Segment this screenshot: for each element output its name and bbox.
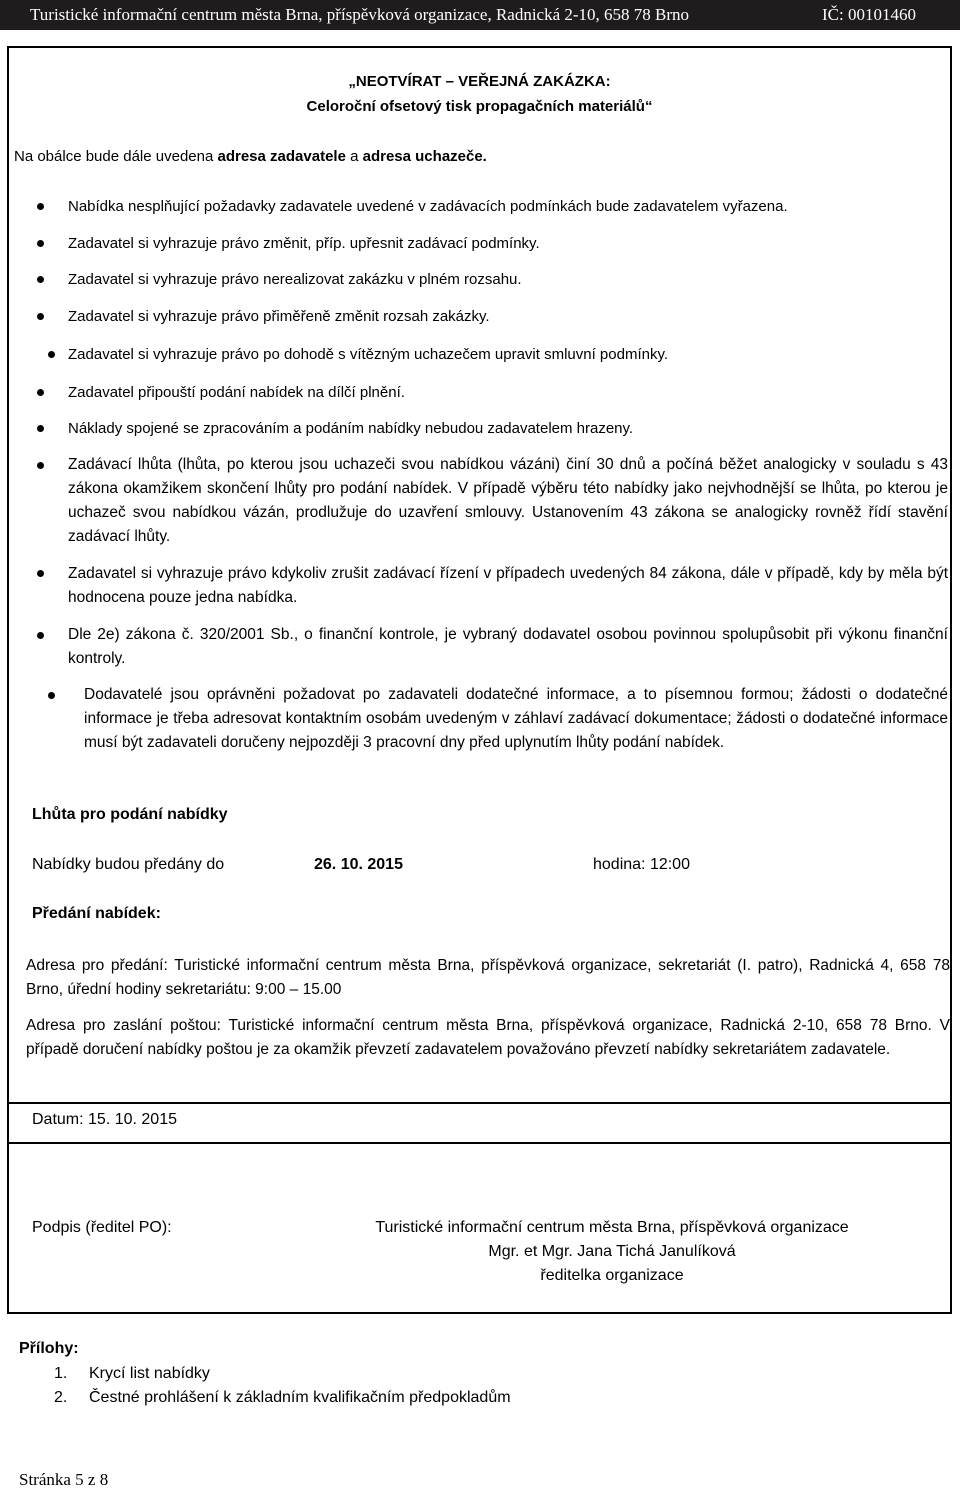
header-organization: Turistické informační centrum města Brna, příspěvková organizace, Radnická 2-10, 658 78 Brno xyxy=(30,5,690,24)
signature-name: Mgr. et Mgr. Jana Tichá Janulíková xyxy=(488,1243,736,1260)
list-item: Zadavatel si vyhrazuje právo přiměřeně změnit rozsah zakázky. xyxy=(68,308,490,325)
header-ic: IČ: 00101460 xyxy=(822,5,916,24)
list-item: Zadavatel si vyhrazuje právo po dohodě s vítězným uchazečem upravit smluvní podmínky. xyxy=(68,346,669,363)
handover-address: Adresa pro předání: Turistické informační centrum města Brna, příspěvková organizace, sekretariát (I. patro), Radnická 4, 658 78 Brno, úřední hodiny sekretariátu: 9:00 – 15.00 xyxy=(26,957,950,998)
attachment-item: Čestné prohlášení k základním kvalifikačním předpokladům xyxy=(89,1389,511,1406)
list-item: Zadavatel si vyhrazuje právo kdykoliv zrušit zadávací řízení v případech uvedených 84 zákona, dále v případě, kdy by měla být hodnocena pouze jedna nabídka. xyxy=(68,565,948,606)
list-item: Dodavatelé jsou oprávněni požadovat po zadavateli dodatečné informace, a to písemnou formou; žádosti o dodatečné informace je třeba adresovat kontaktním osobám uvedeným v záhlaví zadávací dokumentace; žádosti o dodatečné informace musí být zadavateli doručeny nejpozději 3 pracovní dny před uplynutím lhůty podání nabídek. xyxy=(84,686,948,751)
date-divider xyxy=(7,1142,952,1144)
signature-label: Podpis (ředitel PO): xyxy=(32,1219,172,1236)
bullet-dot xyxy=(37,570,44,577)
bullet-dot xyxy=(37,632,44,639)
list-item: Zadavatel si vyhrazuje právo změnit, příp. upřesnit zadávací podmínky. xyxy=(68,235,540,252)
issue-date: Datum: 15. 10. 2015 xyxy=(32,1111,177,1128)
bullet-dot xyxy=(37,425,44,432)
deadline-hour: hodina: 12:00 xyxy=(593,856,690,873)
envelope-line-1: „NEOTVÍRAT – VEŘEJNÁ ZAKÁZKA: xyxy=(348,73,611,90)
list-item: Zadavatel si vyhrazuje právo nerealizovat zakázku v plném rozsahu. xyxy=(68,271,522,288)
bullet-dot xyxy=(37,313,44,320)
bullet-dot xyxy=(37,240,44,247)
page-header xyxy=(0,0,960,30)
list-item: Náklady spojené se zpracováním a podáním nabídky nebudou zadavatelem hrazeny. xyxy=(68,420,634,437)
signature-role: ředitelka organizace xyxy=(540,1267,684,1284)
signature-organization: Turistické informační centrum města Brna, příspěvková organizace xyxy=(375,1219,849,1236)
list-item-number: 2. xyxy=(54,1389,68,1406)
attachments-heading: Přílohy: xyxy=(19,1340,79,1357)
list-item: Zadavatel připouští podání nabídek na dílčí plnění. xyxy=(68,384,405,401)
bullet-dot xyxy=(48,692,55,699)
list-item: Nabídka nesplňující požadavky zadavatele uvedené v zadávacích podmínkách bude zadavatelem vyřazena. xyxy=(68,198,788,215)
bullet-dot xyxy=(37,203,44,210)
bullet-dot xyxy=(37,389,44,396)
list-item-number: 1. xyxy=(54,1365,68,1382)
bullet-dot xyxy=(48,351,55,358)
envelope-note: Na obálce bude dále uvedena adresa zadavatele a adresa uchazeče. xyxy=(14,148,487,165)
deadline-date: 26. 10. 2015 xyxy=(314,856,403,873)
handover-heading: Předání nabídek: xyxy=(32,905,161,922)
attachment-item: Krycí list nabídky xyxy=(89,1365,210,1382)
page-number: Stránka 5 z 8 xyxy=(19,1470,109,1489)
deadline-heading: Lhůta pro podání nabídky xyxy=(32,806,228,823)
bullet-dot xyxy=(37,462,44,469)
list-item: Dle 2e) zákona č. 320/2001 Sb., o finanční kontrole, je vybraný dodavatel osobou povinnou spolupůsobit při výkonu finanční kontroly. xyxy=(68,626,948,667)
envelope-line-2: Celoroční ofsetový tisk propagačních materiálů“ xyxy=(306,98,653,115)
list-item: Zadávací lhůta (lhůta, po kterou jsou uchazeči svou nabídkou vázáni) činí 30 dnů a počíná běžet analogicky v souladu s 43 zákona okamžikem skončení lhůty pro podání nabídek. V případě výběru této nabídky jako nejvhodnější se lhůta, po kterou je uchazeč svou nabídkou vázán, prodlužuje do uzavření smlouvy. Ustanovením 43 zákona se analogicky rovněž řídí stavění zadávací lhůty. xyxy=(68,456,948,545)
deadline-label: Nabídky budou předány do xyxy=(32,856,225,873)
handover-postal-address: Adresa pro zaslání poštou: Turistické informační centrum města Brna, příspěvková organizace, Radnická 2-10, 658 78 Brno. V případě doručení nabídky poštou je za okamžik převzetí zadavatelem považováno převzetí nabídky sekretariátem zadavatele. xyxy=(26,1017,950,1058)
bullet-dot xyxy=(37,276,44,283)
